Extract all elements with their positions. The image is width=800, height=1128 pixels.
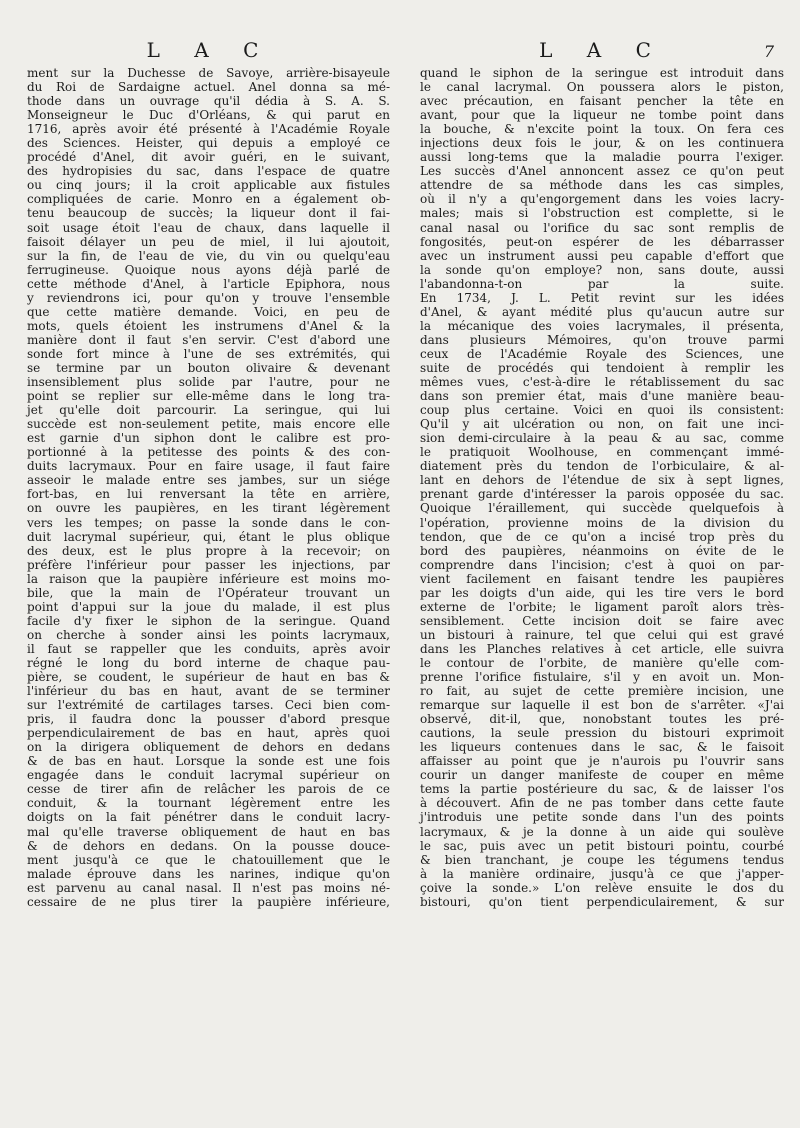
text-line: avec précaution, en faisant pencher la tête en: [420, 94, 784, 109]
text-line: portionné à la petitesse des points & des con-: [27, 445, 390, 460]
text-line: des hydropisies du sac, dans l'espace de quatre: [27, 164, 390, 179]
text-line: duit lacrymal supérieur, qui, étant le plus oblique: [27, 529, 390, 544]
text-line: prenant garde d'intéresser la parois opposée du sac.: [420, 487, 784, 502]
text-line: où il n'y a qu'engorgement dans les voies lacry-: [420, 192, 784, 207]
text-line: tems la partie postérieure du sac, & de laisser l'os: [420, 782, 784, 797]
text-line: l'opération, provienne moins de la division du: [420, 515, 784, 530]
text-line: En 1734, J. L. Petit revint sur les idées: [420, 290, 784, 305]
text-line: fort-bas, en lui renversant la tête en arrière,: [27, 487, 390, 502]
text-line: cette méthode d'Anel, à l'article Epiphora, nous: [27, 276, 390, 291]
text-line: Les succès d'Anel annoncent assez ce qu'on peut: [420, 164, 784, 179]
text-line: & bien tranchant, je coupe les tégumens tendus: [420, 852, 784, 867]
text-line: lant en dehors de l'étendue de six à sept lignes,: [420, 473, 784, 488]
text-line: ment sur la Duchesse de Savoye, arrière-bisayeule: [27, 66, 390, 80]
running-head-right: [412, 38, 792, 62]
text-line: Qu'il y ait ulcération ou non, on fait une inci-: [420, 417, 784, 432]
text-line: est parvenu au canal nasal. Il n'est pas moins né-: [27, 880, 390, 895]
text-line: d'Anel, & ayant médité plus qu'aucun autre sur: [420, 304, 784, 319]
page-number: 7: [763, 42, 774, 61]
text-line: avant, pour que la liqueur ne tombe point dans: [420, 108, 784, 123]
page-header: [0, 38, 800, 68]
text-line: on ouvre les paupières, en les tirant légèrement: [27, 501, 390, 516]
text-line: est garnie d'un siphon dont le calibre est pro-: [27, 431, 390, 446]
text-line: quand le siphon de la seringue est introduit dans: [420, 66, 784, 80]
text-line: remarque sur laquelle il est bon de s'arrêter. «J'ai: [420, 698, 784, 713]
text-line: on cherche à sonder ainsi les points lacrymaux,: [27, 627, 390, 642]
text-line: sonde fort mince à l'une de ses extrémités, qui: [27, 346, 390, 361]
text-line: l'inférieur du bas en haut, avant de se terminer: [27, 684, 390, 699]
text-line: mal qu'elle traverse obliquement de haut en bas: [27, 824, 390, 839]
text-line: lacrymaux, & je la donne à un aide qui soulève: [420, 824, 784, 839]
text-line: bile, que la main de l'Opérateur trouvant un: [27, 585, 390, 600]
text-line: vient facilement en faisant tendre les paupières: [420, 571, 784, 586]
running-head-right-title: L A C: [539, 38, 665, 62]
left-text-column: [27, 66, 390, 909]
text-line: mots, quels étoient les instrumens d'Anel & la: [27, 318, 390, 333]
text-line: ou cinq jours; il la croit applicable aux fistules: [27, 178, 390, 193]
text-line: asseoir le malade entre ses jambes, sur un siége: [27, 473, 390, 488]
text-line: ferrugineuse. Quoique nous ayons déjà parlé de: [27, 262, 390, 277]
text-line: comprendre dans l'incision; c'est à quoi on par-: [420, 557, 784, 572]
text-line: duits lacrymaux. Pour en faire usage, il faut faire: [27, 459, 390, 474]
text-line: insensiblement plus solide par l'autre, pour ne: [27, 375, 390, 390]
text-line: à découvert. Afin de ne pas tomber dans cette faute: [420, 796, 784, 811]
text-line: tenu beaucoup de succès; la liqueur dont il fai-: [27, 206, 390, 221]
text-line: observé, dit-il, que, nonobstant toutes les pré-: [420, 712, 784, 727]
text-line: succède est non-seulement petite, mais encore elle: [27, 417, 390, 432]
text-line: & de dehors en dedans. On la pousse douce-: [27, 838, 390, 853]
text-line: des Sciences. Heister, qui depuis a employé ce: [27, 136, 390, 151]
text-line: ro fait, au sujet de cette première incision, une: [420, 684, 784, 699]
text-line: j'introduis une petite sonde dans l'un des points: [420, 810, 784, 825]
text-line: procédé d'Anel, dit avoir guéri, en le suivant,: [27, 150, 390, 165]
text-line: pière, se coudent, le supérieur de haut en bas &: [27, 670, 390, 685]
text-line: la raison que la paupière inférieure est moins mo-: [27, 571, 390, 586]
text-line: sur la fin, de l'eau de vie, du vin ou quelqu'eau: [27, 248, 390, 263]
text-line: perpendiculairement de bas en haut, après quoi: [27, 726, 390, 741]
text-line: dans son premier état, mais d'une manière beau-: [420, 389, 784, 404]
text-line: canal nasal ou l'orifice du sac sont remplis de: [420, 220, 784, 235]
text-line: pris, il faudra donc la pousser d'abord presque: [27, 712, 390, 727]
text-line: attendre de sa méthode dans les cas simples,: [420, 178, 784, 193]
text-line: sur l'extrémité de cartilages tarses. Ceci bien com-: [27, 698, 390, 713]
text-line: sion demi-circulaire à la peau & au sac, comme: [420, 431, 784, 446]
text-line: il faut se rappeller que les conduits, après avoir: [27, 641, 390, 656]
text-line: doigts on la fait pénétrer dans le conduit lacry-: [27, 810, 390, 825]
text-line: males; mais si l'obstruction est complette, si le: [420, 206, 784, 221]
text-line: un bistouri à rainure, tel que celui qui est gravé: [420, 627, 784, 642]
text-line: le pratiquoit Woolhouse, en commençant immé-: [420, 445, 784, 460]
text-line: jet qu'elle doit parcourir. La seringue, qui lui: [27, 403, 390, 418]
text-line: du Roi de Sardaigne actuel. Anel donna sa mé-: [27, 80, 390, 95]
text-line: y reviendrons ici, pour qu'on y trouve l'ensemble: [27, 290, 390, 305]
text-line: fongosités, peut-on espérer de les débarrasser: [420, 234, 784, 249]
text-line: externe de l'orbite; le ligament paroît alors très-: [420, 599, 784, 614]
running-head-left: L A C: [146, 38, 273, 62]
text-line: les liqueurs contenues dans le sac, & le faisoit: [420, 740, 784, 755]
text-line: injections deux fois le jour, & on les continuera: [420, 136, 784, 151]
text-line: avec un instrument aussi peu capable d'effort que: [420, 248, 784, 263]
text-line: cesse de tirer afin de relâcher les parois de ce: [27, 782, 390, 797]
text-line: 1716, après avoir été présenté à l'Académie Royale: [27, 122, 390, 137]
text-line: faisoit délayer un peu de miel, il lui ajoutoit,: [27, 234, 390, 249]
text-line: ment jusqu'à ce que le chatouillement que le: [27, 852, 390, 867]
text-line: manière dont il faut s'en servir. C'est d'abord une: [27, 332, 390, 347]
text-line: on la dirigera obliquement de dehors en dedans: [27, 740, 390, 755]
text-line: dans plusieurs Mémoires, qu'on trouve parmi: [420, 332, 784, 347]
text-line: conduit, & la tournant légèrement entre les: [27, 796, 390, 811]
text-line: ceux de l'Académie Royale des Sciences, une: [420, 346, 784, 361]
text-line: le contour de l'orbite, de manière qu'elle com-: [420, 655, 784, 670]
text-line: çoive la sonde.» L'on relève ensuite le dos du: [420, 880, 784, 895]
text-line: engagée dans le conduit lacrymal supérieur on: [27, 768, 390, 783]
text-line: des deux, est le plus propre à la recevoir; on: [27, 543, 390, 558]
text-line: prenne l'orifice fistulaire, s'il y en avoit un. Mon-: [420, 670, 784, 685]
text-line: Quoique l'éraillement, qui succède quelquefois à: [420, 501, 784, 516]
text-line: point d'appui sur la joue du malade, il est plus: [27, 599, 390, 614]
text-line: la mécanique des voies lacrymales, il présenta,: [420, 318, 784, 333]
text-line: malade éprouve dans les narines, indique qu'on: [27, 866, 390, 881]
text-line: diatement près du tendon de l'orbiculaire, & al-: [420, 459, 784, 474]
text-line: tendon, que de ce qu'on a incisé trop près du: [420, 529, 784, 544]
text-line: & de bas en haut. Lorsque la sonde est une fois: [27, 754, 390, 769]
text-line: le canal lacrymal. On poussera alors le piston,: [420, 80, 784, 95]
text-line: coup plus certaine. Voici en quoi ils consistent:: [420, 403, 784, 418]
text-line: thode dans un ouvrage qu'il dédia à S. A. S.: [27, 94, 390, 109]
text-line: préfère l'inférieur pour passer les injections, par: [27, 557, 390, 572]
text-line: vers les tempes; on passe la sonde dans le con-: [27, 515, 390, 530]
text-line: facile d'y fixer le siphon de la seringue. Quand: [27, 613, 390, 628]
text-line: dans les Planches relatives à cet article, elle suivra: [420, 641, 784, 656]
text-line: mêmes vues, c'est-à-dire le rétablissement du sac: [420, 375, 784, 390]
text-line: se termine par un bouton olivaire & devenant: [27, 360, 390, 375]
text-line: aussi long-tems que la maladie pourra l'exiger.: [420, 150, 784, 165]
text-line: l'abandonna-t-on par la suite.: [420, 276, 784, 291]
text-line: soit usage étoit l'eau de chaux, dans laquelle il: [27, 220, 390, 235]
text-line: sensiblement. Cette incision doit se faire avec: [420, 613, 784, 628]
text-line: cessaire de ne plus tirer la paupière inférieure,: [27, 894, 390, 909]
text-line: suite de procédés qui tendoient à remplir les: [420, 360, 784, 375]
text-line: bistouri, qu'on tient perpendiculairement, & sur: [420, 894, 784, 909]
text-line: que cette matière demande. Voici, en peu de: [27, 304, 390, 319]
text-line: point se replier sur elle-même dans le long tra-: [27, 389, 390, 404]
right-text-column: [420, 66, 784, 909]
text-line: la sonde qu'on employe? non, sans doute, aussi: [420, 262, 784, 277]
text-line: à la manière ordinaire, jusqu'à ce que j'apper-: [420, 866, 784, 881]
text-line: Monseigneur le Duc d'Orléans, & qui parut en: [27, 108, 390, 123]
text-line: affaisser au point que je n'aurois pu l'ouvrir sans: [420, 754, 784, 769]
text-line: compliquées de carie. Monro en a également ob-: [27, 192, 390, 207]
text-line: le sac, puis avec un petit bistouri pointu, courbé: [420, 838, 784, 853]
text-line: bord des paupières, néanmoins on évite de le: [420, 543, 784, 558]
text-line: régné le long du bord interne de chaque pau-: [27, 655, 390, 670]
text-line: par les doigts d'un aide, qui les tire vers le bord: [420, 585, 784, 600]
text-line: la bouche, & n'excite point la toux. On fera ces: [420, 122, 784, 137]
text-line: courir un danger manifeste de couper en même: [420, 768, 784, 783]
text-line: cautions, la seule pression du bistouri exprimoit: [420, 726, 784, 741]
